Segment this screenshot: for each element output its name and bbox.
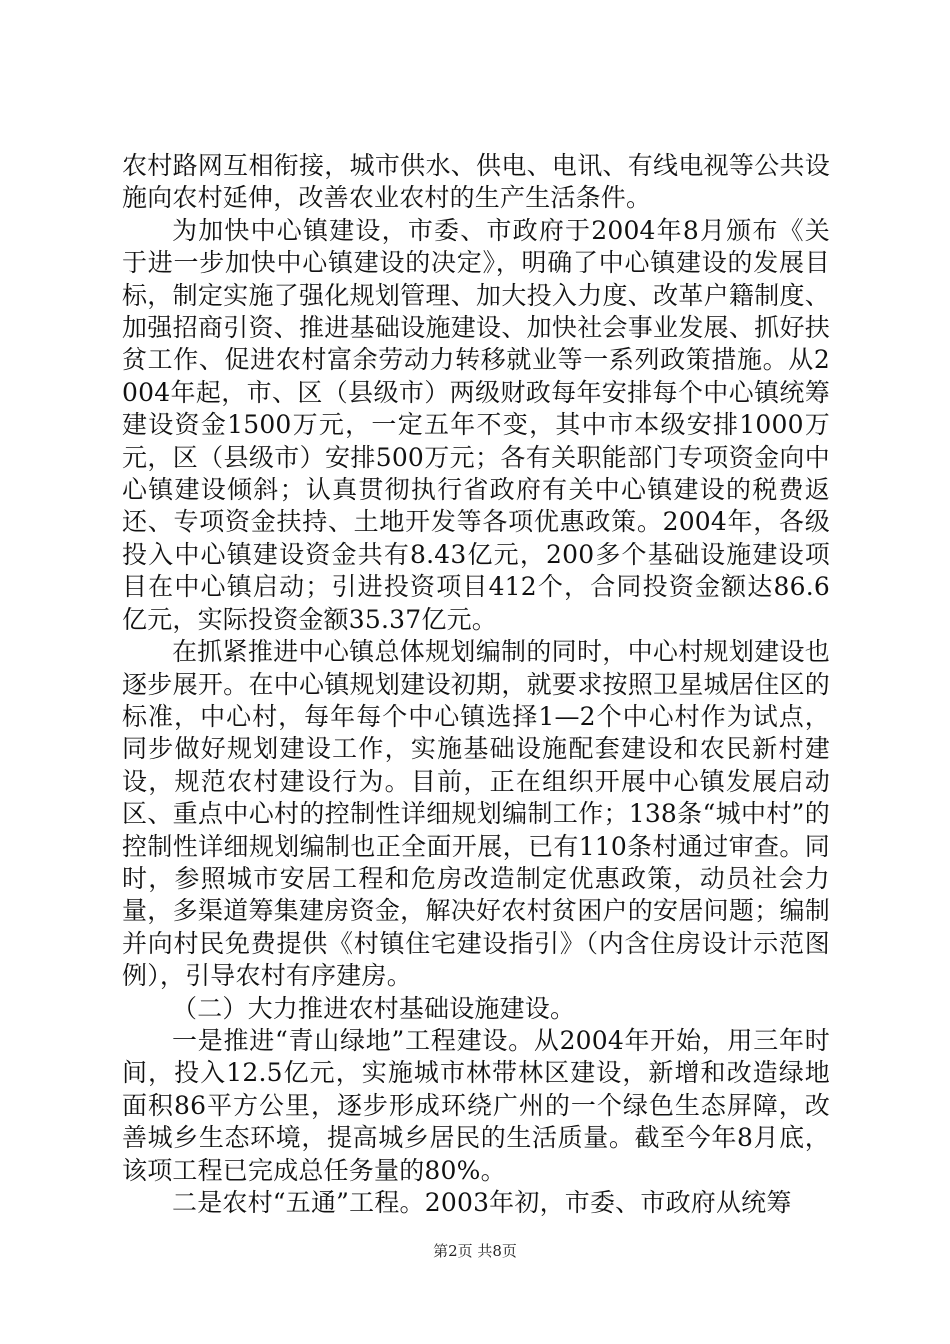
paragraph-5: 二是农村“五通”工程。2003年初，市委、市政府从统筹: [172, 1188, 792, 1217]
section-heading: （二）大力推进农村基础设施建设。: [172, 993, 576, 1023]
paragraph-1: 农村路网互相衔接，城市供水、供电、电讯、有线电视等公共设施向农村延伸，改善农业农村的生产生活条件。: [122, 151, 830, 213]
paragraph-2: 为加快中心镇建设，市委、市政府于2004年8月颁布《关于进一步加快中心镇建设的决定》，明确了中心镇建设的发展目标，制定实施了强化规划管理、加大投入力度、改革户籍制度、加强招商引资、推进基础设施建设、加快社会事业发展、抓好扶贫工作、促进农村富余劳动力转移就业等一系列政策措施。从2004年起，市、区（县级市）两级财政每年安排每个中心镇统筹建设资金1500万元，一定五年不变，其中市本级安排1000万元，区（县级市）安排500万元；各有关职能部门专项资金向中心镇建设倾斜；认真贯彻执行省政府有关中心镇建设的税费返还、专项资金扶持、土地开发等各项优惠政策。2004年，各级投入中心镇建设资金共有8.43亿元，200多个基础设施建设项目在中心镇启动；引进投资项目412个，合同投资金额达86.6亿元，实际投资金额35.37亿元。: [122, 215, 830, 634]
page-number-footer: 第2页 共8页: [433, 1242, 517, 1260]
paragraph-4: 一是推进“青山绿地”工程建设。从2004年开始，用三年时间，投入12.5亿元，实施城市林带林区建设，新增和改造绿地面积86平方公里，逐步形成环绕广州的一个绿色生态屏障，改善城乡生态环境，提高城乡居民的生活质量。截至今年8月底，该项工程已完成总任务量的80%。: [122, 1025, 830, 1185]
paragraph-3: 在抓紧推进中心镇总体规划编制的同时，中心村规划建设也逐步展开。在中心镇规划建设初期，就要求按照卫星城居住区的标准，中心村，每年每个中心镇选择1—2个中心村作为试点，同步做好规划建设工作，实施基础设施配套建设和农民新村建设，规范农村建设行为。目前，正在组织开展中心镇发展启动区、重点中心村的控制性详细规划编制工作；138条“城中村”的控制性详细规划编制也正全面开展，已有110条村通过审查。同时，参照城市安居工程和危房改造制定优惠政策，动员社会力量，多渠道筹集建房资金，解决好农村贫困户的安居问题；编制并向村民免费提供《村镇住宅建设指引》（内含住房设计示范图例），引导农村有序建房。: [122, 637, 830, 991]
document-body: [122, 150, 830, 1219]
